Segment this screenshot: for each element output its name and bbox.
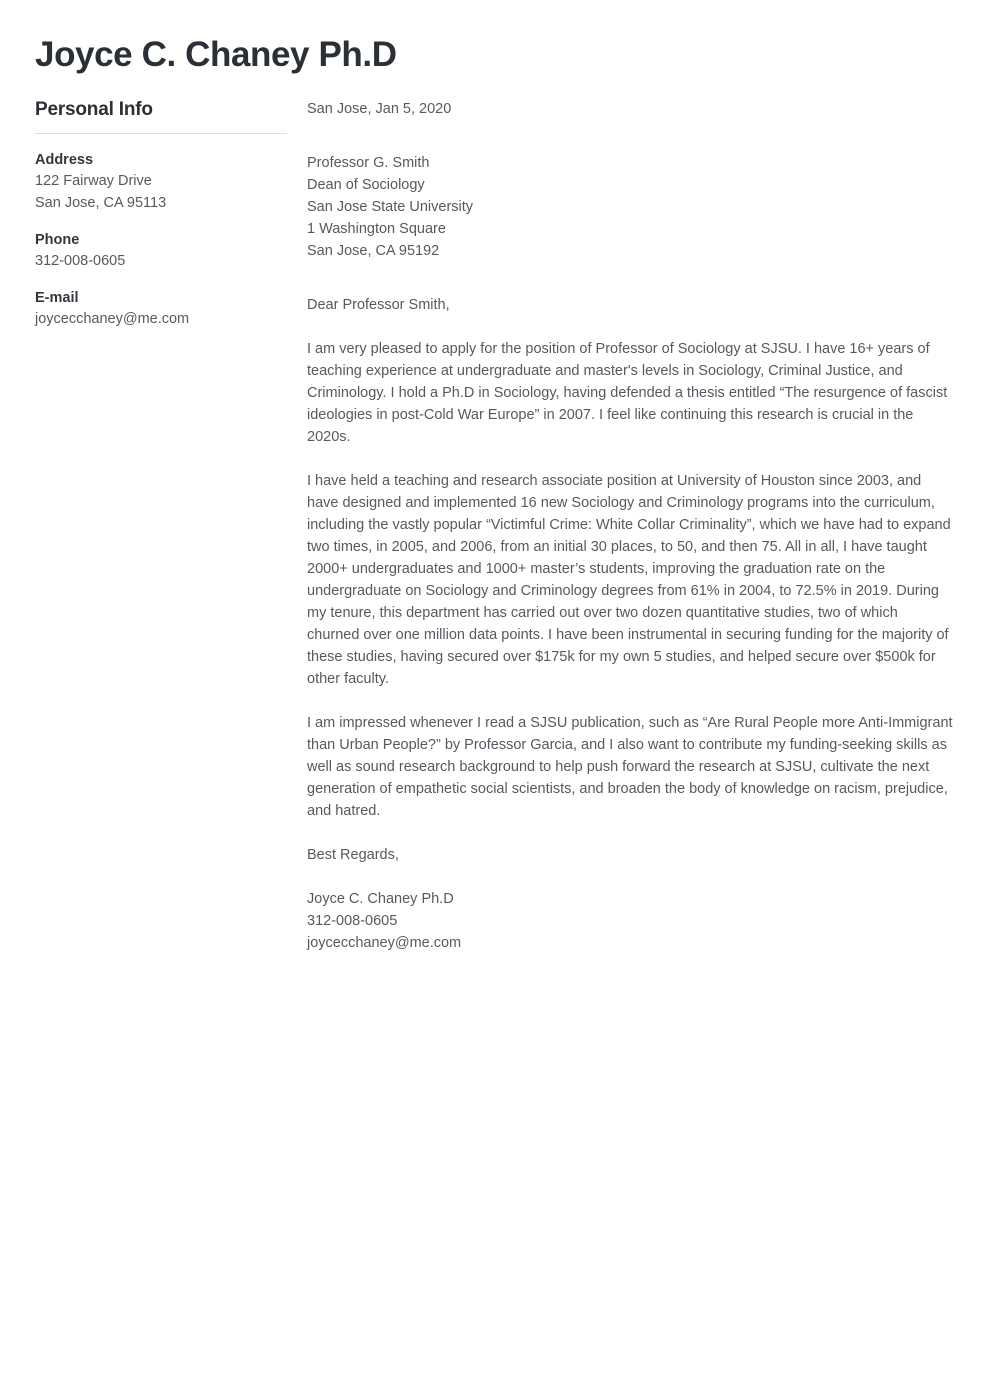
sidebar-section-title: Personal Info bbox=[35, 99, 153, 120]
page-title: Joyce C. Chaney Ph.D bbox=[35, 35, 397, 74]
recipient-address-block bbox=[307, 152, 953, 262]
sidebar-field-value: joycecchaney@me.com bbox=[35, 311, 190, 327]
signature-phone: 312-008-0605 bbox=[307, 913, 398, 929]
sidebar-field-email bbox=[35, 288, 287, 330]
letter-paragraph: I have held a teaching and research associate position at University of Houston since 2003, and have designed and implemented 16 new Sociology and Criminology programs into the curriculum, including the vastly popular “Victimful Crime: White Collar Criminality”, which we have had to expand two times, in 2005, and 2006, from an initial 30 places, to 50, and then 75. All in all, I have taught 2000+ undergraduates and 1000+ master’s students, improving the graduation rate on the undergraduate on Sociology and Criminology degrees from 61% in 2004, to 72.5% in 2019. During my tenure, this department has carried out over two dozen quantitative studies, two of which churned over one million data points. I have been instrumental in securing funding for the majority of these studies, having secured over $175k for my own 5 studies, and helped secure over $500k for other faculty. bbox=[307, 473, 951, 687]
letter-date: San Jose, Jan 5, 2020 bbox=[307, 101, 452, 117]
letter-paragraph: I am very pleased to apply for the position of Professor of Sociology at SJSU. I have 16+ years of teaching experience at undergraduate and master's levels in Sociology, Criminal Justice, and Criminology. I hold a Ph.D in Sociology, having defended a thesis entitled “The resurgence of fascist ideologies in post-Cold War Europe” in 2007. I feel like continuing this research is crucial in the 2020s. bbox=[307, 341, 948, 445]
sidebar-field-label: Phone bbox=[35, 232, 80, 248]
recipient-line: San Jose State University bbox=[307, 199, 474, 215]
sidebar-field-phone bbox=[35, 230, 287, 272]
signature-block bbox=[307, 888, 953, 954]
recipient-line: Professor G. Smith bbox=[307, 155, 430, 171]
sidebar-field-value: San Jose, CA 95113 bbox=[35, 195, 167, 211]
letter-paragraph: I am impressed whenever I read a SJSU publication, such as “Are Rural People more Anti-Immigrant than Urban People?” by Professor Garcia, and I also want to contribute my funding-seeking skills as well as sound research background to help push forward the research at SJSU, cultivate the next generation of empathetic social scientists, and broaden the body of knowledge on racism, prejudice, and hatred. bbox=[307, 715, 953, 819]
content-columns bbox=[0, 77, 990, 954]
sidebar-divider bbox=[35, 133, 287, 134]
closing-line: Best Regards, bbox=[307, 847, 399, 863]
recipient-line: Dean of Sociology bbox=[307, 177, 425, 193]
sidebar-field-value: 122 Fairway Drive bbox=[35, 173, 152, 189]
letter-body bbox=[287, 98, 990, 954]
salutation: Dear Professor Smith, bbox=[307, 297, 450, 313]
signature-name: Joyce C. Chaney Ph.D bbox=[307, 891, 454, 907]
recipient-line: 1 Washington Square bbox=[307, 221, 446, 237]
sidebar-field-value: 312-008-0605 bbox=[35, 253, 126, 269]
sidebar-field-label: Address bbox=[35, 152, 94, 168]
sidebar-field-label: E-mail bbox=[35, 290, 79, 306]
signature-email: joycecchaney@me.com bbox=[307, 935, 462, 951]
recipient-line: San Jose, CA 95192 bbox=[307, 243, 440, 259]
sidebar-personal-info bbox=[0, 98, 287, 330]
sidebar-field-address bbox=[35, 150, 287, 214]
